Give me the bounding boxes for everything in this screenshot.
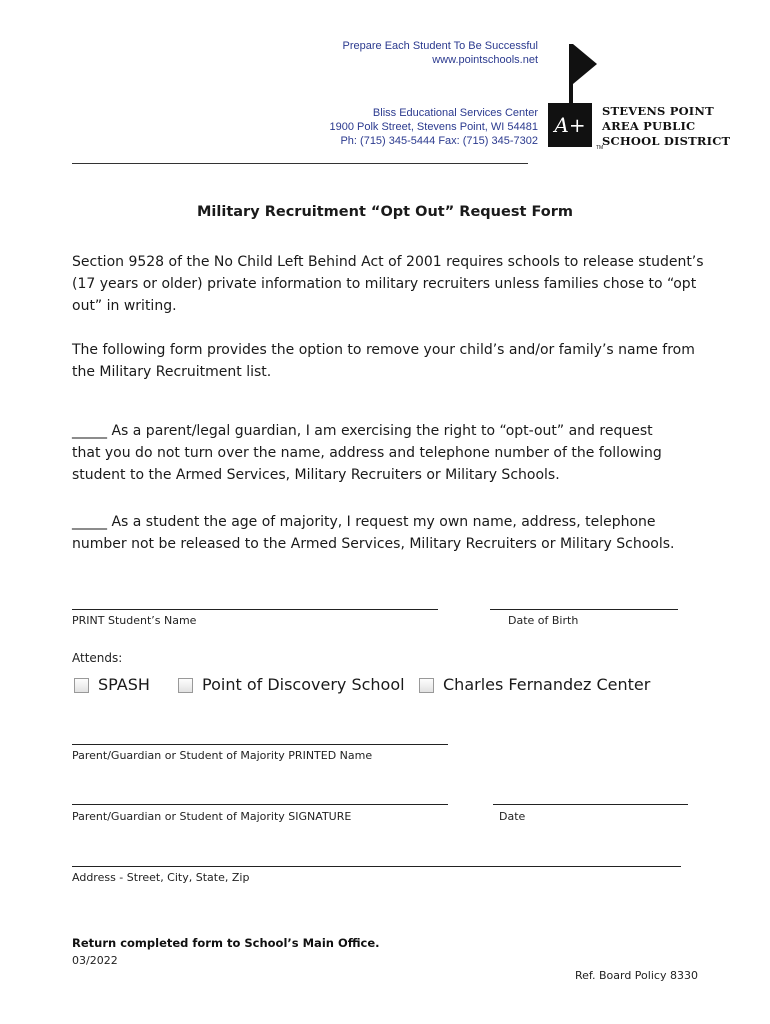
policy-reference: Ref. Board Policy 8330 xyxy=(575,969,698,982)
signature-label: Parent/Guardian or Student of Majority SIGNATURE xyxy=(72,810,352,823)
address-label: Address - Street, City, State, Zip xyxy=(72,871,250,884)
intro-paragraph-2: The following form provides the option to remove your child’s and/or family’s name from the Military Recruitment list. xyxy=(72,342,695,380)
form-revision: 03/2022 xyxy=(72,954,118,967)
school-option-point-of-discovery[interactable] xyxy=(178,674,405,696)
dob-label: Date of Birth xyxy=(508,614,579,627)
school-label: SPASH xyxy=(98,675,150,694)
district-motto: Prepare Each Student To Be Successful xyxy=(342,40,538,52)
district-website[interactable]: www.pointschools.net xyxy=(432,54,538,66)
district-name-line2: AREA PUBLIC xyxy=(602,119,696,133)
option-parent[interactable]: _____ As a parent/legal guardian, I am exercising the right to “opt-out” and request that you do not turn over the name, address and telephone number of the following student to the Armed Services, Military Recruiters or Military Schools. xyxy=(72,423,662,483)
school-option-spash[interactable] xyxy=(74,674,150,696)
center-address: 1900 Polk Street, Stevens Point, WI 54481 xyxy=(329,121,538,133)
center-name: Bliss Educational Services Center xyxy=(372,107,538,119)
school-label: Charles Fernandez Center xyxy=(443,675,651,694)
logo-trademark: TM xyxy=(596,145,604,151)
student-name-label: PRINT Student’s Name xyxy=(72,614,197,627)
checkbox[interactable] xyxy=(419,678,434,693)
printed-name-line[interactable] xyxy=(72,744,448,745)
signature-date-label: Date xyxy=(499,810,526,823)
printed-name-label: Parent/Guardian or Student of Majority PRINTED Name xyxy=(72,749,373,762)
student-name-line[interactable] xyxy=(72,609,438,610)
checkbox[interactable] xyxy=(178,678,193,693)
address-line[interactable] xyxy=(72,866,681,867)
signature-line[interactable] xyxy=(72,804,448,805)
dob-line[interactable] xyxy=(490,609,678,610)
return-note: Return completed form to School’s Main Office. xyxy=(72,936,380,950)
header-divider xyxy=(72,163,528,164)
attends-label: Attends: xyxy=(72,651,123,665)
checkbox[interactable] xyxy=(74,678,89,693)
district-name-line1: STEVENS POINT xyxy=(602,104,714,118)
district-name-line3: SCHOOL DISTRICT xyxy=(602,134,731,148)
logo-aplus: A+ xyxy=(554,113,586,137)
flag-icon xyxy=(573,44,597,84)
center-phone-fax: Ph: (715) 345-5444 Fax: (715) 345-7302 xyxy=(340,135,538,147)
school-option-charles-fernandez[interactable] xyxy=(419,674,650,696)
form-title: Military Recruitment “Opt Out” Request Form xyxy=(197,204,573,220)
intro-paragraph-1: Section 9528 of the No Child Left Behind Act of 2001 requires schools to release student’s (17 years or older) private information to military recruiters unless families chose to “opt out” in writing. xyxy=(72,254,704,314)
school-label: Point of Discovery School xyxy=(202,675,405,694)
signature-date-line[interactable] xyxy=(493,804,688,805)
option-student[interactable]: _____ As a student the age of majority, I request my own name, address, telephone number not be released to the Armed Services, Military Recruiters or Military Schools. xyxy=(72,514,675,552)
